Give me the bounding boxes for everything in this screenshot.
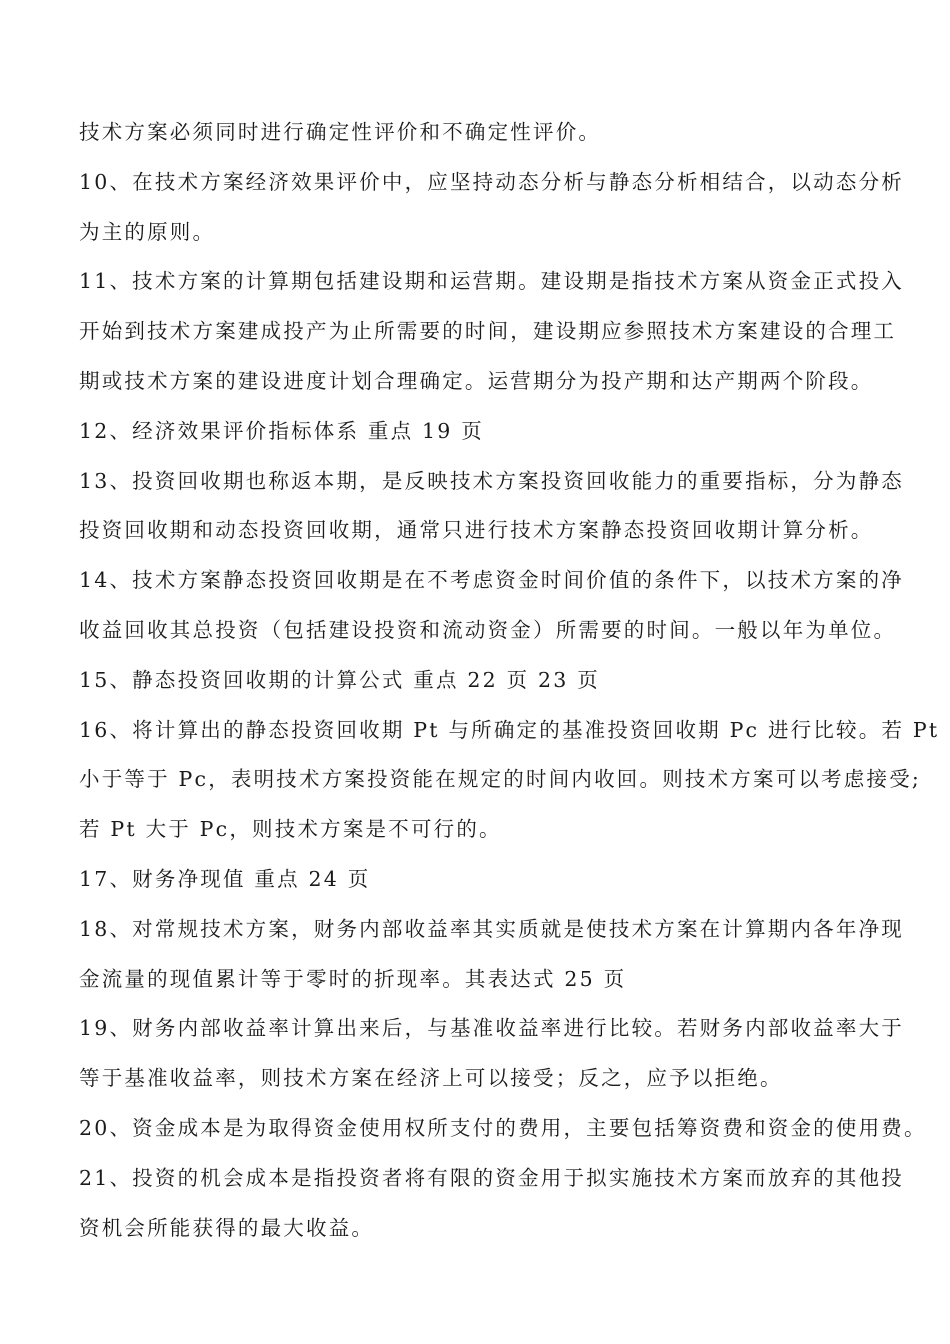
- text-line: 13、投资回收期也称返本期，是反映技术方案投资回收能力的重要指标，分为静态: [79, 468, 904, 493]
- text-line: 期或技术方案的建设进度计划合理确定。运营期分为投产期和达产期两个阶段。: [79, 368, 874, 393]
- text-line: 收益回收其总投资（包括建设投资和流动资金）所需要的时间。一般以年为单位。: [79, 617, 897, 642]
- text-line: 12、经济效果评价指标体系 重点 19 页: [79, 418, 484, 443]
- text-line: 等于基准收益率，则技术方案在经济上可以接受；反之，应予以拒绝。: [79, 1066, 783, 1091]
- text-line: 金流量的现值累计等于零时的折现率。其表达式 25 页: [79, 966, 627, 991]
- text-line: 15、静态投资回收期的计算公式 重点 22 页 23 页: [79, 667, 600, 692]
- text-line: 资机会所能获得的最大收益。: [79, 1215, 375, 1240]
- text-line: 14、技术方案静态投资回收期是在不考虑资金时间价值的条件下，以技术方案的净: [79, 568, 904, 593]
- text-line: 若 Pt 大于 Pc，则技术方案是不可行的。: [79, 817, 502, 842]
- text-line: 18、对常规技术方案，财务内部收益率其实质就是使技术方案在计算期内各年净现: [79, 916, 904, 941]
- text-line: 21、投资的机会成本是指投资者将有限的资金用于拟实施技术方案而放弃的其他投: [79, 1165, 904, 1190]
- text-line: 11、技术方案的计算期包括建设期和运营期。建设期是指技术方案从资金正式投入: [79, 269, 904, 294]
- document-body: [79, 108, 940, 1253]
- text-line: 开始到技术方案建成投产为止所需要的时间，建设期应参照技术方案建设的合理工: [79, 319, 897, 344]
- text-line: 19、财务内部收益率计算出来后，与基准收益率进行比较。若财务内部收益率大于: [79, 1016, 904, 1041]
- text-line: 技术方案必须同时进行确定性评价和不确定性评价。: [79, 120, 602, 144]
- text-line: 20、资金成本是为取得资金使用权所支付的费用，主要包括筹资费和资金的使用费。: [79, 1115, 927, 1140]
- text-line: 17、财务净现值 重点 24 页: [79, 866, 371, 891]
- text-line: 16、将计算出的静态投资回收期 Pt 与所确定的基准投资回收期 Pc 进行比较。若 Pt: [79, 717, 940, 742]
- text-line: 10、在技术方案经济效果评价中，应坚持动态分析与静态分析相结合，以动态分析: [79, 169, 904, 194]
- text-line: 小于等于 Pc，表明技术方案投资能在规定的时间内收回。则技术方案可以考虑接受;: [79, 767, 921, 792]
- text-line: 为主的原则。: [79, 219, 216, 244]
- text-line: 投资回收期和动态投资回收期，通常只进行技术方案静态投资回收期计算分析。: [79, 518, 874, 543]
